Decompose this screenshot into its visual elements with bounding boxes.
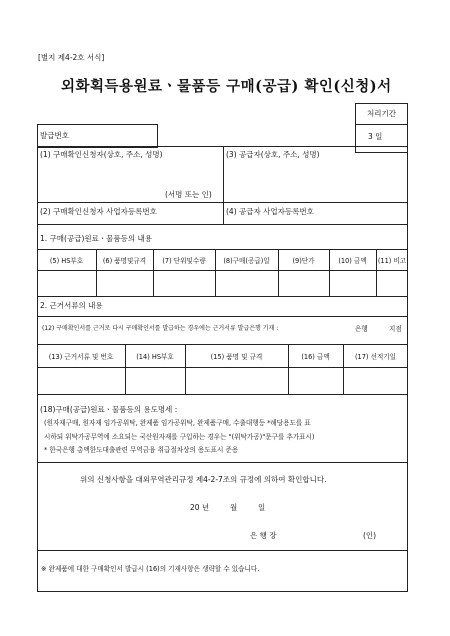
supplier-reg-label: (4) 공급자 사업자등록번호 [226,207,314,216]
confirm-year: 20 년 [190,503,210,512]
confirmation-statement: 위의 신청사항을 대외무역관리규정 제4-2-7조의 규정에 의하여 확인합니다. [80,475,327,484]
bank-label: 은행 [355,325,368,333]
confirm-day: 일 [258,503,266,512]
section2-data-row[interactable] [38,368,407,393]
bank-head-label: 은 행 장 [250,531,277,540]
col-item-spec: (6) 품명및규격 [102,257,147,265]
col-basis-doc: (13) 근거서류 및 번호 [48,353,114,361]
footnote: ※ 완제품에 대한 구매확인서 발급시 (16)의 기재사항은 생략할 수 있습니다. [41,565,260,573]
section2-heading: 2. 근거서류의 내용 [40,301,103,310]
issue-number-label: 발급번호 [40,131,69,140]
processing-period-label: 처리기간 [367,109,396,118]
confirm-month: 월 [230,503,238,512]
section1-data-row[interactable] [38,271,407,295]
col-unit-qty: (7) 단위및수량 [162,257,206,265]
section1-heading: 1. 구매(공급)원료ㆍ물품등의 내용 [40,234,152,243]
col-purchase-date: (8)구매(공급)일 [223,257,270,265]
usage-line-1: (원자재구매, 원자재 임가공위탁, 완제품 임가공위탁, 완제품구매, 수출대행등 *해당용도를 표 [44,419,311,427]
usage-line-3: * 한국은행 총액한도대출관련 무역금융 취급절차상의 용도표시 준용 [44,446,239,454]
signature-note: (서명 또는 인) [165,190,212,199]
page-title: 외화획득용원료ㆍ물품등 구매(공급) 확인(신청)서 [61,78,392,95]
branch-label: 지점 [389,325,402,333]
applicant-reg-label: (2) 구매확인신청자 사업자등록번호 [40,207,157,216]
col-unit-price: (9)단가 [292,257,315,265]
seal-mark: (인) [363,531,377,540]
col-hs-code: (5) HS부호 [49,257,84,265]
col-basis-item: (15) 품명 및 규격 [210,353,263,361]
form-number: [별지 제4-2호 서식] [38,53,105,62]
col-remarks: (11) 비고 [377,257,407,265]
col-amount: (10) 금액 [338,257,367,265]
usage-line-2: 시하되 위탁가공무역에 소요되는 국산원자재를 구입하는 경우는 "(위탁가공)"문구를 추가표시) [44,433,315,441]
basis-bank-note: (12) 구매확인서를 근거로 다시 구매확인서를 발급하는 경우에는 근거서류 발급은행 기재 : [42,325,279,332]
applicant-field[interactable] [38,164,222,188]
supplier-label: (3) 공급자(상호, 주소, 성명) [226,150,320,159]
col-basis-hs: (14) HS부호 [136,353,174,361]
col-shipment-date: (17) 선적기일 [354,353,397,361]
processing-period-value: 3 일 [368,132,383,141]
usage-heading: (18)구매(공급)원료ㆍ물품등의 용도명세 : [40,405,178,414]
applicant-label: (1) 구매확인신청자(상호, 주소, 성명) [40,150,163,159]
col-basis-amount: (16) 금액 [301,353,330,361]
supplier-field[interactable] [224,164,407,200]
